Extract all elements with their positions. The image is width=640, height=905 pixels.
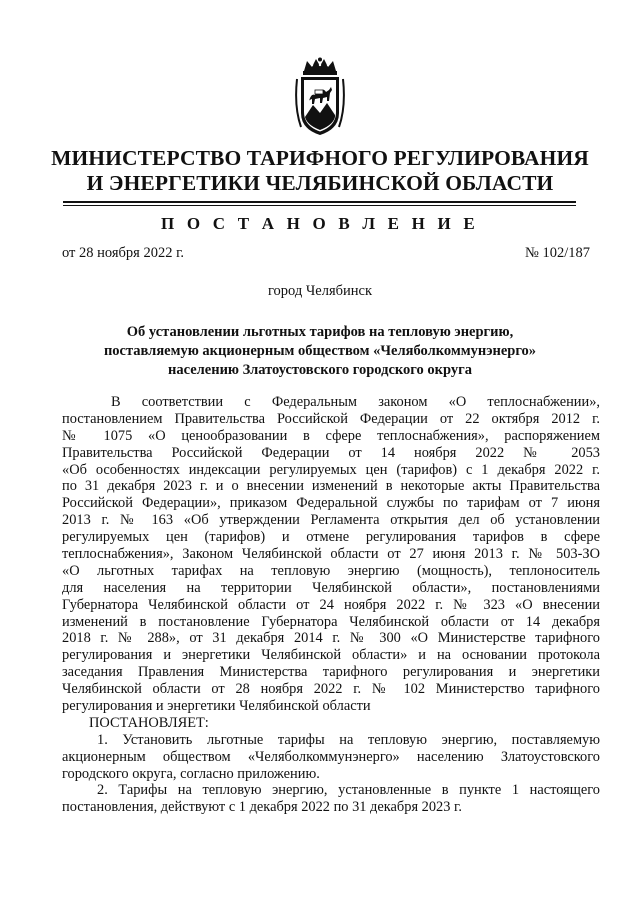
preamble-line: заседания Правления Министерства тарифного регулирования и энергетики xyxy=(62,664,600,681)
preamble-line: 2013 г. № 163 «Об утверждении Регламента открытия дел об установлении xyxy=(62,512,600,529)
item-1-line: 1. Установить льготные тарифы на тепловую энергию, поставляемую xyxy=(97,731,600,748)
preamble-line: постановлением Правительства Российской Федерации от 22 октября 2012 г. xyxy=(62,410,600,427)
document-body xyxy=(62,394,600,816)
decree-word: ПОСТАНОВЛЯЕТ: xyxy=(89,714,209,731)
header-divider-thick xyxy=(63,201,576,203)
preamble-line: «О льготных тарифах на тепловую энергию (мощность), теплоноситель xyxy=(62,562,600,579)
preamble-line: теплоснабжения», Законом Челябинской области от 27 июня 2013 г. № 503-ЗО xyxy=(62,546,600,563)
preamble-line: регулирования и энергетики Челябинской области xyxy=(62,698,371,715)
preamble-line: регулируемых цен (тарифов) и отмене регулирования тарифов в сфере xyxy=(62,529,600,546)
preamble-line: В соответствии с Федеральным законом «О теплоснабжении», xyxy=(111,394,600,410)
item-1-line: городского округа, согласно приложению. xyxy=(62,765,320,782)
item-1-line: акционерным обществом «Челяболкоммунэнерго» населению Златоустовского xyxy=(62,748,600,765)
preamble-line: Правительства Российской Федерации от 14 ноября 2022 № 2053 xyxy=(62,444,600,461)
document-number: № 102/187 xyxy=(525,245,590,261)
chelyabinsk-coat-of-arms-icon xyxy=(293,57,347,137)
item-2-line: 2. Тарифы на тепловую энергию, установленные в пункте 1 настоящего xyxy=(97,782,600,799)
preamble-line: по 31 декабря 2023 г. и о внесении изменений в некоторые акты Правительства xyxy=(62,478,600,495)
preamble-line: 2018 г. № 288», от 31 декабря 2014 г. № 300 «О Министерстве тарифного xyxy=(62,630,600,647)
document-subject xyxy=(50,323,590,380)
ministry-line-2: И ЭНЕРГЕТИКИ ЧЕЛЯБИНСКОЙ ОБЛАСТИ xyxy=(86,171,554,195)
subject-line-3: населению Златоустовского городского округа xyxy=(168,362,472,378)
preamble-line: Российской Федерации», приказом Федеральной службы по тарифам от 7 июня xyxy=(62,495,600,512)
document-city: город Челябинск xyxy=(267,283,373,299)
ministry-line-1: МИНИСТЕРСТВО ТАРИФНОГО РЕГУЛИРОВАНИЯ xyxy=(51,146,589,170)
preamble-line: Губернатора Челябинской области от 24 ноября 2022 г. № 323 «О внесении xyxy=(62,596,600,613)
document-type: П О С Т А Н О В Л Е Н И Е xyxy=(161,214,479,233)
preamble-line: Челябинской области от 28 ноября 2022 г. № 102 Министерство тарифного xyxy=(62,681,600,698)
preamble-line: изменений в постановление Губернатора Челябинской области от 14 декабря xyxy=(62,613,600,630)
preamble-line: № 1075 «О ценообразовании в сфере теплоснабжения», распоряжением xyxy=(62,427,600,444)
preamble-line: «Об особенностях индексации регулируемых цен (тарифов) с 1 декабря 2022 г. xyxy=(62,461,600,478)
item-2-line: постановления, действуют с 1 декабря 2022 по 31 декабря 2023 г. xyxy=(62,799,462,816)
subject-line-2: поставляемую акционерным обществом «Челяболкоммунэнерго» xyxy=(103,343,537,359)
preamble-line: для населения на территории Челябинской области», постановлениями xyxy=(62,579,600,596)
ministry-name xyxy=(40,146,600,196)
subject-line-1: Об установлении льготных тарифов на тепловую энергию, xyxy=(126,324,514,340)
document-date: от 28 ноября 2022 г. xyxy=(62,245,185,261)
preamble-line: регулирования и энергетики Челябинской области» и на основании протокола xyxy=(62,647,600,664)
header-divider-thin xyxy=(63,205,576,206)
